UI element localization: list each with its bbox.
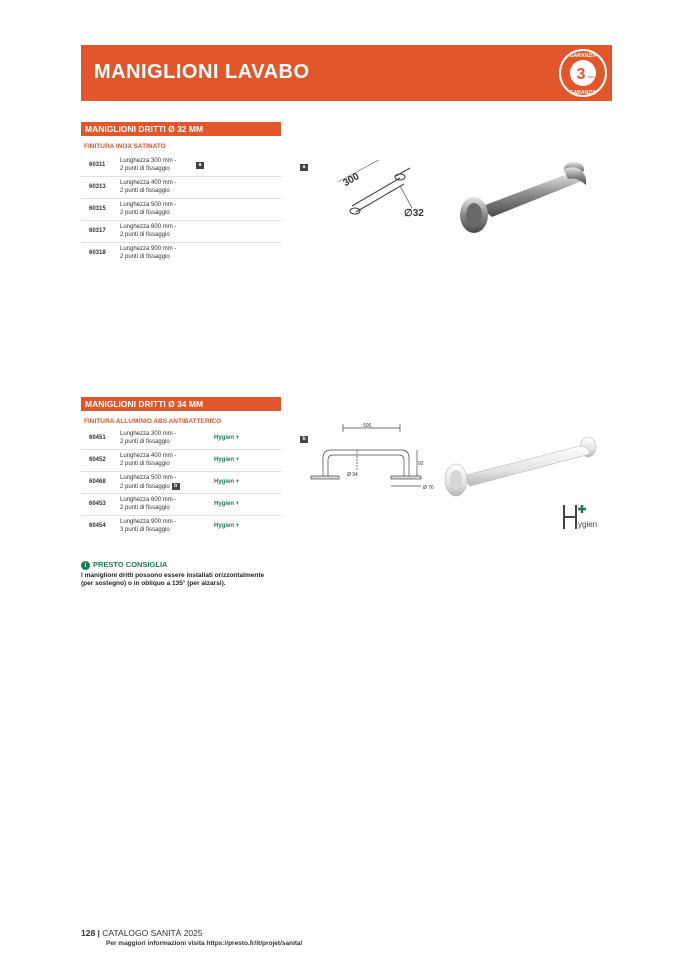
product-code: 60468 (89, 479, 106, 485)
product-description: Lunghezza 300 mm - 2 punti di fissaggio (120, 431, 177, 445)
warranty-unit: ans (587, 74, 595, 79)
product-description: Lunghezza 500 mm - 2 punti di fissaggio (120, 202, 177, 216)
warranty-text-top: GARANZIA (569, 53, 597, 59)
dimension-width: 500 (363, 423, 372, 429)
section-title-34mm: MANIGLIONI DRITTI Ø 34 MM (81, 397, 281, 411)
hygien-label: Hygien + (214, 457, 240, 463)
grab-bar-34-technical-drawing (305, 418, 440, 498)
product-code: 60454 (89, 523, 106, 529)
dimension-height: 92 (418, 461, 424, 467)
product-code: 60315 (89, 206, 106, 212)
variant-tag-b: b (172, 483, 180, 490)
image-tag-a: a (300, 164, 308, 171)
product-description: Lunghezza 600 mm - 2 punti di fissaggio (120, 224, 177, 238)
table-row (81, 428, 281, 450)
hygien-label: Hygien + (214, 435, 240, 441)
grab-bar-32-diagram (330, 160, 440, 230)
page-title: MANIGLIONI LAVABO (94, 61, 310, 83)
image-tag-b: b (300, 436, 308, 443)
finish-label-inox: FINITURA INOX SATINATO (84, 143, 166, 150)
product-code: 60451 (89, 435, 106, 441)
table-row (81, 243, 281, 265)
table-row (81, 516, 281, 538)
dimension-diameter: ∅32 (404, 208, 424, 219)
hygien-label: Hygien + (214, 501, 240, 507)
finish-label-aluminium: FINITURA ALLUMINIO ABS ANTIBATTERICO (84, 418, 222, 425)
info-icon: i (81, 561, 90, 570)
dimension-length: 300 (341, 171, 362, 190)
product-code: 60452 (89, 457, 106, 463)
product-description: Lunghezza 400 mm - 2 punti di fissaggio (120, 180, 177, 194)
footer: 128 | CATALOGO SANITÀ 2025 (81, 928, 203, 938)
hygien-logo-text: ygien (578, 520, 598, 529)
hygien-label: Hygien + (214, 479, 240, 485)
product-code: 60317 (89, 228, 106, 234)
table-row (81, 450, 281, 472)
table-row (81, 155, 281, 177)
table-row (81, 199, 281, 221)
product-description: Lunghezza 900 mm - 2 punti di fissaggio (120, 246, 177, 260)
section-title-32mm: MANIGLIONI DRITTI Ø 32 MM (81, 122, 281, 136)
tip-text: I maniglioni dritti possono essere installati orizzontalmente (per sostegno) o in obliquo a 135° (per alzarsi). (81, 571, 265, 587)
presto-tip (81, 560, 291, 588)
product-description: Lunghezza 300 mm - 2 punti di fissaggio (120, 158, 177, 172)
catalog-name: CATALOGO SANITÀ 2025 (102, 928, 203, 938)
product-code: 60313 (89, 184, 106, 190)
page-number: 128 (81, 928, 96, 938)
table-row (81, 221, 281, 243)
dimension-tube-diameter: Ø 34 (347, 472, 358, 478)
page-header (81, 45, 612, 101)
warranty-badge-icon (558, 48, 608, 98)
dimension-base-diameter: Ø 76 (423, 485, 434, 491)
table-row (81, 177, 281, 199)
product-description: Lunghezza 900 mm - 3 punti di fissaggio (120, 519, 177, 533)
hygien-plus-logo-icon (562, 503, 610, 533)
product-description: Lunghezza 600 mm - 2 punti di fissaggio (120, 497, 177, 511)
tip-title: i PRESTO CONSIGLIA (81, 560, 291, 570)
grab-bar-inox-image (452, 155, 602, 240)
product-code: 60318 (89, 250, 106, 256)
product-code: 60311 (89, 162, 106, 168)
product-description: Lunghezza 400 mm - 2 punti di fissaggio (120, 453, 177, 467)
hygien-label: Hygien + (214, 523, 240, 529)
footer-info-link[interactable]: Per maggiori informazioni visita https://presto.fr/it/projet/sanita/ (106, 940, 303, 947)
table-row (81, 472, 281, 494)
table-row (81, 494, 281, 516)
product-description: Lunghezza 500 mm - 2 punti di fissaggio b (120, 475, 180, 491)
product-code: 60453 (89, 501, 106, 507)
grab-bar-white-image (440, 432, 615, 497)
variant-tag-a: a (196, 162, 204, 169)
warranty-text-bottom: GARANZIA (569, 90, 597, 96)
warranty-number: 3 (576, 66, 586, 83)
